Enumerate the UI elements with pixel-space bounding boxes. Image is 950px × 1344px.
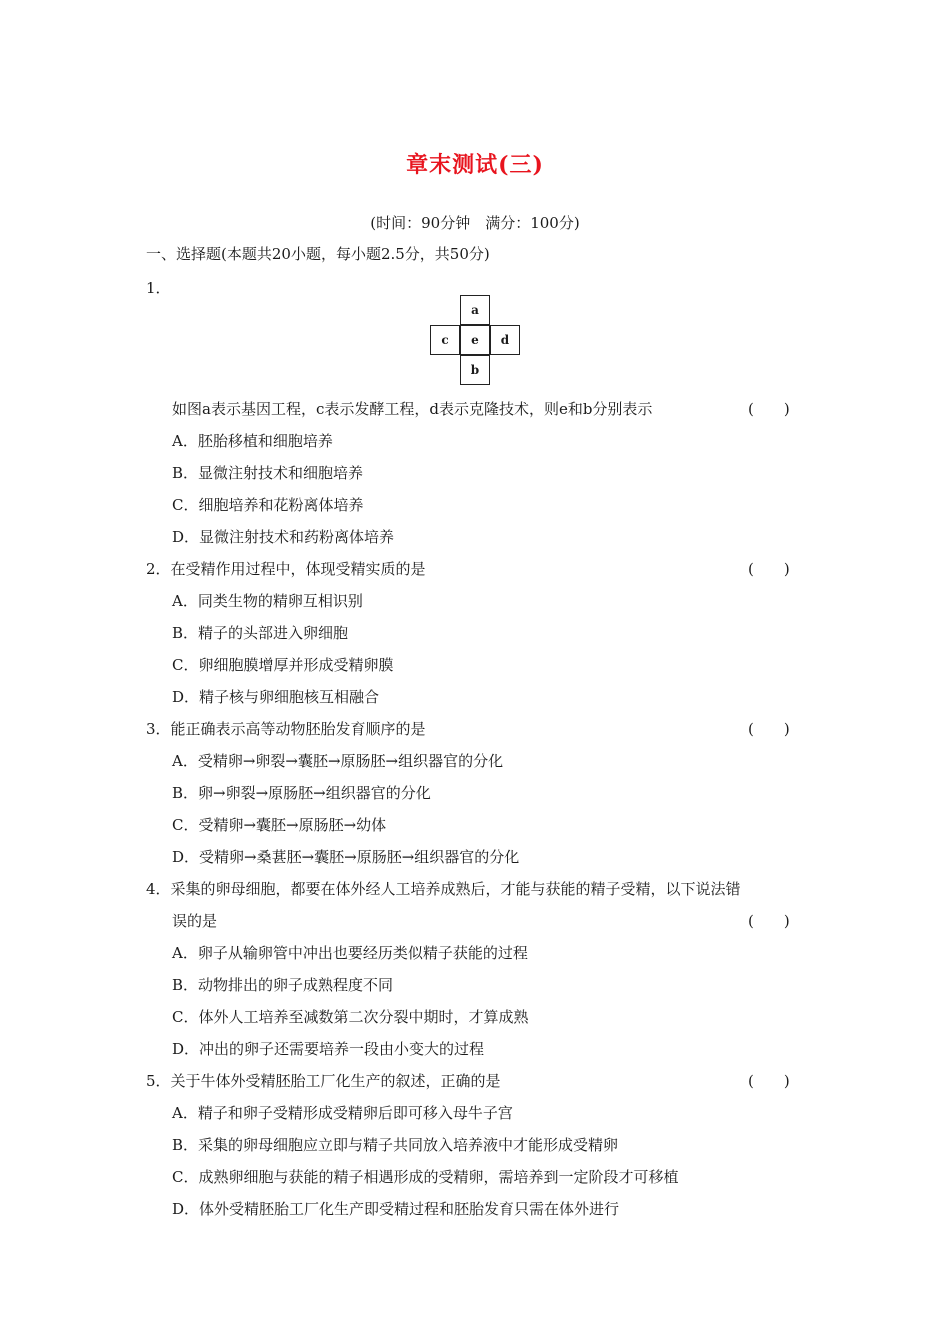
- section-heading: 一、选择题(本题共20小题，每小题2.5分，共50分): [146, 245, 490, 263]
- option-a: A．受精卵→卵裂→囊胚→原肠胚→组织器官的分化: [172, 752, 504, 770]
- page-title: 章末测试(三): [406, 152, 544, 178]
- option-b: B．卵→卵裂→原肠胚→组织器官的分化: [172, 784, 431, 802]
- answer-bracket: ( ): [748, 720, 790, 738]
- question-4-stem: 4．采集的卵母细胞，都要在体外经人工培养成熟后，才能与获能的精子受精，以下说法错: [146, 880, 741, 898]
- option-b: B．动物排出的卵子成熟程度不同: [172, 976, 394, 994]
- option-d: D．精子核与卵细胞核互相融合: [172, 688, 380, 706]
- option-a: A．卵子从输卵管中冲出也要经历类似精子获能的过程: [172, 944, 528, 962]
- cell-e: e: [460, 325, 490, 355]
- option-a: A．同类生物的精卵互相识别: [172, 592, 363, 610]
- answer-bracket: ( ): [748, 400, 790, 418]
- option-d: D．冲出的卵子还需要培养一段由小变大的过程: [172, 1040, 485, 1058]
- option-b: B．显微注射技术和细胞培养: [172, 464, 364, 482]
- option-d: D．体外受精胚胎工厂化生产即受精过程和胚胎发育只需在体外进行: [172, 1200, 620, 1218]
- option-b: B．精子的头部进入卵细胞: [172, 624, 349, 642]
- option-c: C．细胞培养和花粉离体培养: [172, 496, 364, 514]
- option-a: A．胚胎移植和细胞培养: [172, 432, 333, 450]
- question-1-number: 1．: [146, 279, 171, 297]
- question-2-stem: 2．在受精作用过程中，体现受精实质的是: [146, 560, 426, 578]
- cell-a: a: [460, 295, 490, 325]
- option-b: B．采集的卵母细胞应立即与精子共同放入培养液中才能形成受精卵: [172, 1136, 619, 1154]
- option-d: D．受精卵→桑葚胚→囊胚→原肠胚→组织器官的分化: [172, 848, 520, 866]
- question-3-stem: 3．能正确表示高等动物胚胎发育顺序的是: [146, 720, 426, 738]
- question-5-stem: 5．关于牛体外受精胚胎工厂化生产的叙述，正确的是: [146, 1072, 501, 1090]
- question-1-stem: 如图a表示基因工程，c表示发酵工程，d表示克隆技术，则e和b分别表示: [172, 400, 653, 418]
- question-4-stem-cont: 误的是: [172, 912, 218, 930]
- answer-bracket: ( ): [748, 560, 790, 578]
- answer-bracket: ( ): [748, 1072, 790, 1090]
- option-d: D．显微注射技术和药粉离体培养: [172, 528, 395, 546]
- cross-grid-diagram: [430, 295, 520, 385]
- answer-bracket: ( ): [748, 912, 790, 930]
- cell-c: c: [430, 325, 460, 355]
- option-c: C．受精卵→囊胚→原肠胚→幼体: [172, 816, 387, 834]
- exam-info: (时间：90分钟 满分：100分): [370, 214, 580, 232]
- option-c: C．成熟卵细胞与获能的精子相遇形成的受精卵，需培养到一定阶段才可移植: [172, 1168, 679, 1186]
- option-c: C．卵细胞膜增厚并形成受精卵膜: [172, 656, 394, 674]
- cell-d: d: [490, 325, 520, 355]
- option-c: C．体外人工培养至减数第二次分裂中期时，才算成熟: [172, 1008, 529, 1026]
- cell-b: b: [460, 355, 490, 385]
- option-a: A．精子和卵子受精形成受精卵后即可移入母牛子宫: [172, 1104, 513, 1122]
